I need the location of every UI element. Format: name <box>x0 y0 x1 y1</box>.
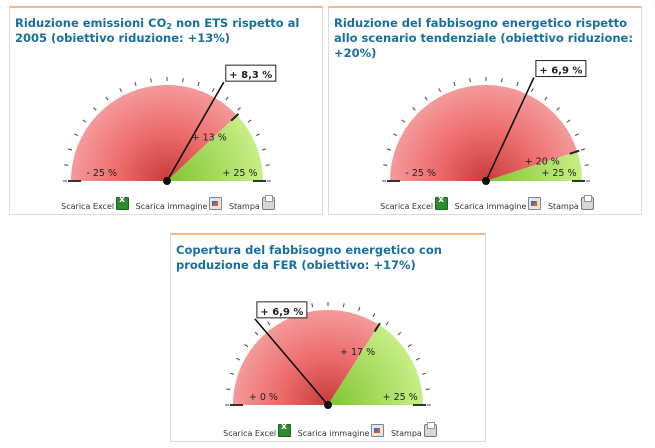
gauge-min-label: - 25 % <box>86 168 118 179</box>
gauge-tick <box>575 134 579 136</box>
excel-icon[interactable] <box>278 424 291 437</box>
gauge-tick <box>106 97 108 100</box>
gauge-tick <box>68 149 72 150</box>
gauge-tick <box>387 149 391 150</box>
gauge-tick <box>359 307 360 311</box>
gauge-tick <box>83 120 86 122</box>
gauge-tick <box>262 149 266 150</box>
gauge-target-label: + 13 % <box>191 132 227 144</box>
gauge-tick <box>256 134 260 136</box>
gauge-chart <box>10 8 322 193</box>
title-subscript: 2 <box>166 22 172 31</box>
gauge-value-label: + 6,9 % <box>260 306 304 318</box>
gauge-tick <box>267 322 269 325</box>
title-text: Riduzione del fabbisogno energetico rispetto allo scenario tendenziale (obiettivo riduzione: +20%) <box>334 16 633 60</box>
gauge-tick <box>581 149 585 150</box>
gauge-target-label: + 20 % <box>524 156 560 168</box>
panel-actions <box>329 197 641 211</box>
gauge-tick <box>236 358 240 360</box>
gauge-tick <box>386 322 388 325</box>
gauge-tick <box>248 120 251 122</box>
gauge-tick <box>502 78 503 82</box>
gauge-tick <box>120 88 122 92</box>
download-excel-link[interactable]: Scarica Excel <box>380 202 434 211</box>
gauge-tick <box>567 120 570 122</box>
gauge-tick <box>531 88 533 92</box>
download-image-link[interactable]: Scarica immagine <box>297 429 370 438</box>
gauge-value-label: + 8,3 % <box>229 70 273 82</box>
gauge-chart <box>329 8 641 193</box>
gauge-tick <box>585 165 589 166</box>
print-link[interactable]: Stampa <box>390 429 422 438</box>
gauge-tick <box>393 134 397 136</box>
gauge-tick <box>402 120 405 122</box>
panel-actions <box>171 424 485 438</box>
image-icon[interactable] <box>209 197 222 210</box>
gauge-tick <box>343 303 344 307</box>
gauge-tick <box>422 373 426 374</box>
gauge-value-callout <box>226 65 276 81</box>
gauge-tick <box>245 344 248 346</box>
gauge-target-label: + 17 % <box>340 347 376 359</box>
gauge-min-label: + 0 % <box>248 392 278 403</box>
download-image-link[interactable]: Scarica immagine <box>454 202 527 211</box>
gauge-tick <box>151 78 152 82</box>
title-text: Copertura del fabbisogno energetico con produzione da FER (obiettivo: +17%) <box>176 243 442 272</box>
gauge-tick <box>412 107 415 110</box>
gauge-tick <box>64 165 68 166</box>
gauge-tick <box>74 134 78 136</box>
gauge-tick <box>226 389 230 390</box>
gauge-tick <box>312 303 313 307</box>
gauge-tick <box>470 78 471 82</box>
excel-icon[interactable] <box>435 197 448 210</box>
gauge-tick <box>226 97 228 100</box>
gauge-tick <box>557 107 560 110</box>
gauge-tick <box>416 358 420 360</box>
gauge-tick <box>198 82 199 86</box>
printer-icon[interactable] <box>581 197 594 210</box>
excel-icon[interactable] <box>116 197 129 210</box>
gauge-tick <box>545 97 547 100</box>
gauge-tick <box>93 107 96 110</box>
gauge-panel-energy-demand <box>328 6 642 215</box>
gauge-max-label: + 25 % <box>222 168 258 179</box>
gauge-value-callout <box>257 302 307 318</box>
gauge-tick <box>398 332 401 335</box>
gauge-tick <box>266 165 270 166</box>
title-text-rest: non ETS rispetto al 2005 (obiettivo riduzione: +13%) <box>15 16 300 45</box>
download-excel-link[interactable]: Scarica Excel <box>223 429 277 438</box>
print-link[interactable]: Stampa <box>228 202 260 211</box>
printer-icon[interactable] <box>424 424 437 437</box>
download-image-link[interactable]: Scarica immagine <box>135 202 208 211</box>
gauge-tick <box>183 78 184 82</box>
gauge-tick <box>426 389 430 390</box>
gauge-chart <box>171 235 485 420</box>
gauge-tick <box>255 332 258 335</box>
download-excel-link[interactable]: Scarica Excel <box>61 202 115 211</box>
print-link[interactable]: Stampa <box>547 202 579 211</box>
gauge-max-label: + 25 % <box>382 392 418 403</box>
gauge-panel-renewables <box>170 233 486 442</box>
gauge-tick <box>383 165 387 166</box>
image-icon[interactable] <box>528 197 541 210</box>
gauge-tick <box>135 82 136 86</box>
gauge-tick <box>517 82 518 86</box>
gauge-min-label: - 25 % <box>405 168 437 179</box>
gauge-tick <box>425 97 427 100</box>
printer-icon[interactable] <box>262 197 275 210</box>
gauge-value-callout <box>536 61 586 77</box>
gauge-tick <box>212 88 214 92</box>
gauge-value-label: + 6,9 % <box>539 65 583 77</box>
gauge-needle-hub <box>482 177 490 185</box>
gauge-tick <box>439 88 441 92</box>
gauge-panel-co2 <box>9 6 323 215</box>
gauge-needle-hub <box>163 177 171 185</box>
image-icon[interactable] <box>371 424 384 437</box>
gauge-needle-hub <box>324 401 332 409</box>
gauge-tick <box>408 344 411 346</box>
gauge-max-label: + 25 % <box>541 168 577 179</box>
gauge-tick <box>454 82 455 86</box>
gauge-tick <box>373 313 375 317</box>
title-text: Riduzione emissioni CO <box>15 16 167 30</box>
gauge-tick <box>230 373 234 374</box>
gauge-tick <box>238 107 241 110</box>
panel-actions <box>10 197 322 211</box>
